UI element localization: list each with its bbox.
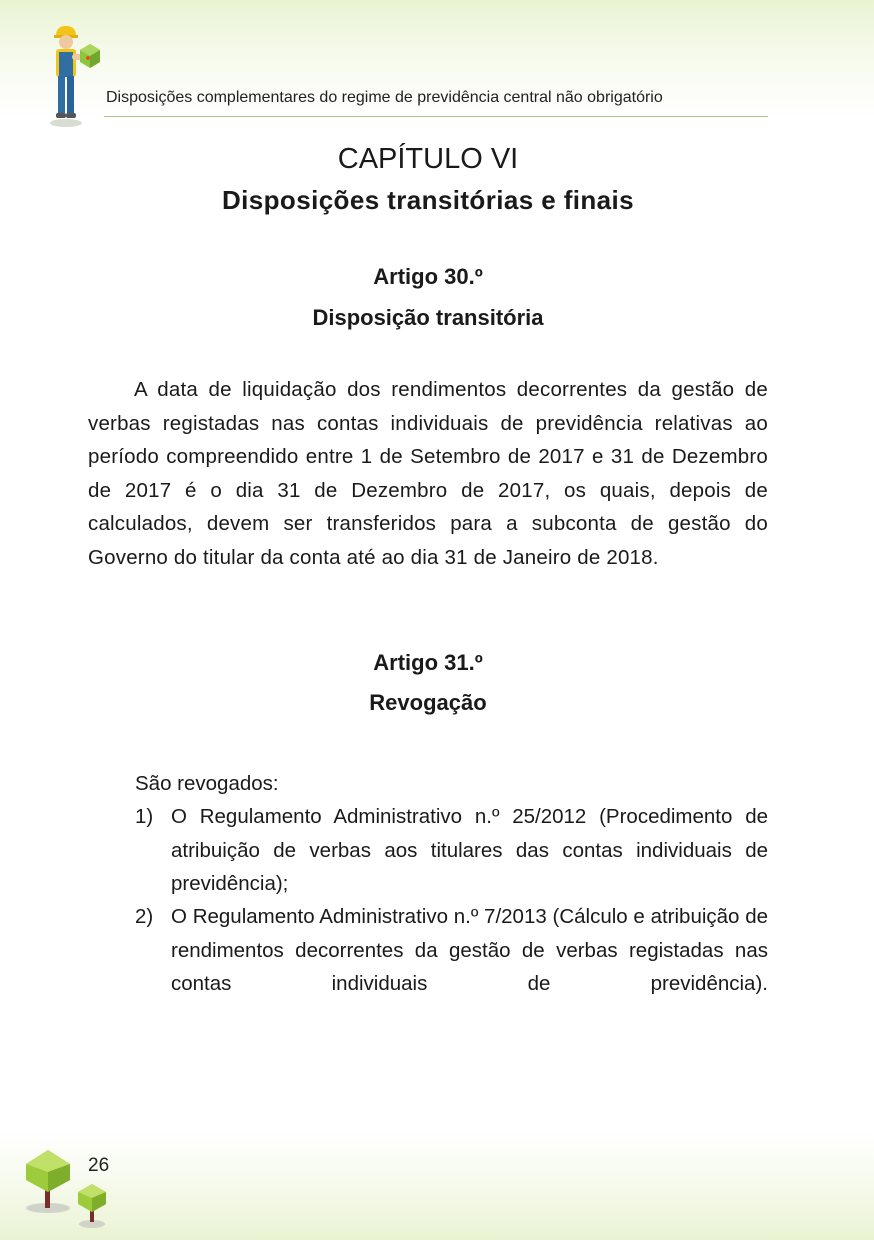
revocation-intro: São revogados:: [135, 772, 279, 795]
article-31-title: Revogação: [369, 690, 487, 715]
list-item-marker: 1): [135, 805, 154, 828]
running-header: Disposições complementares do regime de previdência central não obrigatório: [106, 89, 663, 106]
chapter-title: Disposições transitórias e finais: [221, 185, 634, 215]
header-divider: [104, 116, 768, 117]
chapter-number: CAPÍTULO VI: [337, 143, 519, 175]
worker-illustration-icon: [44, 22, 104, 130]
footer-band: [0, 1130, 874, 1240]
list-item-marker: 2): [135, 905, 154, 928]
list-item: [135, 900, 768, 1001]
list-item-text: O Regulamento Administrativo n.º 25/2012 (Procedimento de atribuição de verbas aos titulares das contas individuais de previdência);: [171, 805, 768, 895]
page-number: 26: [88, 1155, 110, 1176]
article-31-number: Artigo 31.º: [373, 650, 483, 675]
article-30-number: Artigo 30.º: [373, 264, 483, 289]
list-item: [135, 800, 768, 901]
list-item-text: O Regulamento Administrativo n.º 7/2013 (Cálculo e atribuição de rendimentos decorrentes da gestão de verbas registadas nas contas individuais de previdência).: [171, 905, 768, 995]
article-30-title: Disposição transitória: [312, 305, 544, 330]
article-30-body: A data de liquidação dos rendimentos decorrentes da gestão de verbas registadas nas contas individuais de previdência relativas ao período compreendido entre 1 de Setembro de 2017 e 31 de Dezembro de 2017 é o dia 31 de Dezembro de 2017, os quais, depois de calculados, devem ser transferidos para a subconta de gestão do Governo do titular da conta até ao dia 31 de Janeiro de 2018.: [88, 378, 768, 569]
